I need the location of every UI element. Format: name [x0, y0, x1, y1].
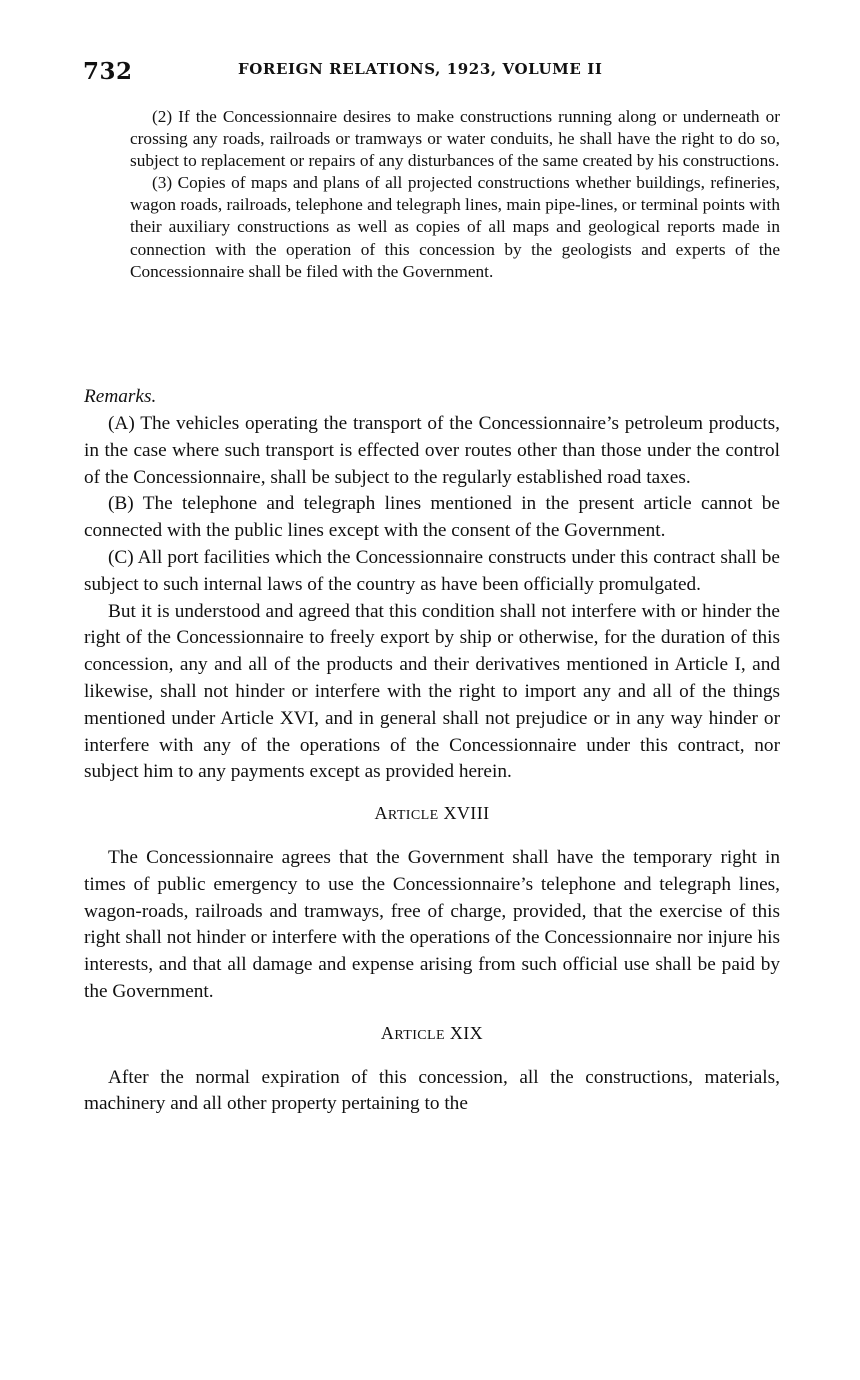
article-word-initial: A — [380, 1022, 395, 1043]
indented-quote-block — [130, 106, 780, 283]
remarks-heading: Remarks. — [84, 386, 157, 407]
article-word-initial: A — [374, 803, 388, 824]
running-head-title: FOREIGN RELATIONS, 1923, VOLUME II — [238, 60, 603, 78]
main-text — [84, 383, 780, 1118]
article-xix-text: After the normal expiration of this concession, all the constructions, materials, machinery and all other property pertaining to the — [84, 1066, 780, 1115]
article-xviii-text: The Concessionnaire agrees that the Government shall have the temporary right in times of public emergency to use the Concessionnaire’s telephone and telegraph lines, wagon-roads, railroads and tramways, free of charge, provided, that the exercise of this right shall not hinder or interfere with the operations of the Concessionnaire nor injure his interests, and that all damage and expense arising from such official use shall be paid by the Government. — [84, 846, 780, 1002]
remark-b: (B) The telephone and telegraph lines mentioned in the present article cannot be connected with the public lines except with the consent of the Government. — [84, 493, 780, 542]
article-xviii-heading — [84, 800, 780, 829]
running-head — [83, 54, 780, 88]
page-number: 732 — [83, 58, 133, 85]
remark-a: (A) The vehicles operating the transport of the Concessionnaire’s petroleum products, in the case where such transport is effected over routes other than those under the control of the Concessionnaire, shall be subject to the regularly established road taxes. — [84, 413, 780, 488]
remark-understood-paragraph: But it is understood and agreed that this condition shall not interfere with or hinder the right of the Concessionnaire to freely export by ship or otherwise, for the duration of this concession, any and all of the products and their derivatives mentioned in Article I, and likewise, shall not hinder or interfere with the right to import any and all of the things mentioned under Article XVI, and in general shall not prejudice or in any way hinder or interfere with any of the operations of the Concessionnaire under this contract, nor subject him to any payments except as provided herein. — [84, 600, 780, 783]
article-numeral: XVIII — [443, 803, 490, 824]
paragraph-3: (3) Copies of maps and plans of all projected constructions whether buildings, refineries, wagon roads, railroads, telephone and telegraph lines, main pipe-lines, or terminal points with their auxiliary constructions as well as copies of all maps and geological reports made in connection with the operation of this concession by the geologists and experts of the Concessionnaire shall be filed with the Government. — [130, 173, 780, 281]
article-word-rest: RTICLE — [394, 1026, 445, 1043]
remark-c: (C) All port facilities which the Concessionnaire constructs under this contract shall be subject to such internal laws of the country as have been officially promulgated. — [84, 546, 780, 595]
paragraph-2: (2) If the Concessionnaire desires to make constructions running along or underneath or crossing any roads, railroads or tramways or water conduits, he shall have the right to do so, subject to replacement or repairs of any disturbances of the same created by his constructions. — [130, 107, 780, 171]
article-numeral: XIX — [449, 1022, 484, 1043]
article-xix-heading — [84, 1020, 780, 1049]
article-word-rest: RTICLE — [387, 807, 439, 824]
